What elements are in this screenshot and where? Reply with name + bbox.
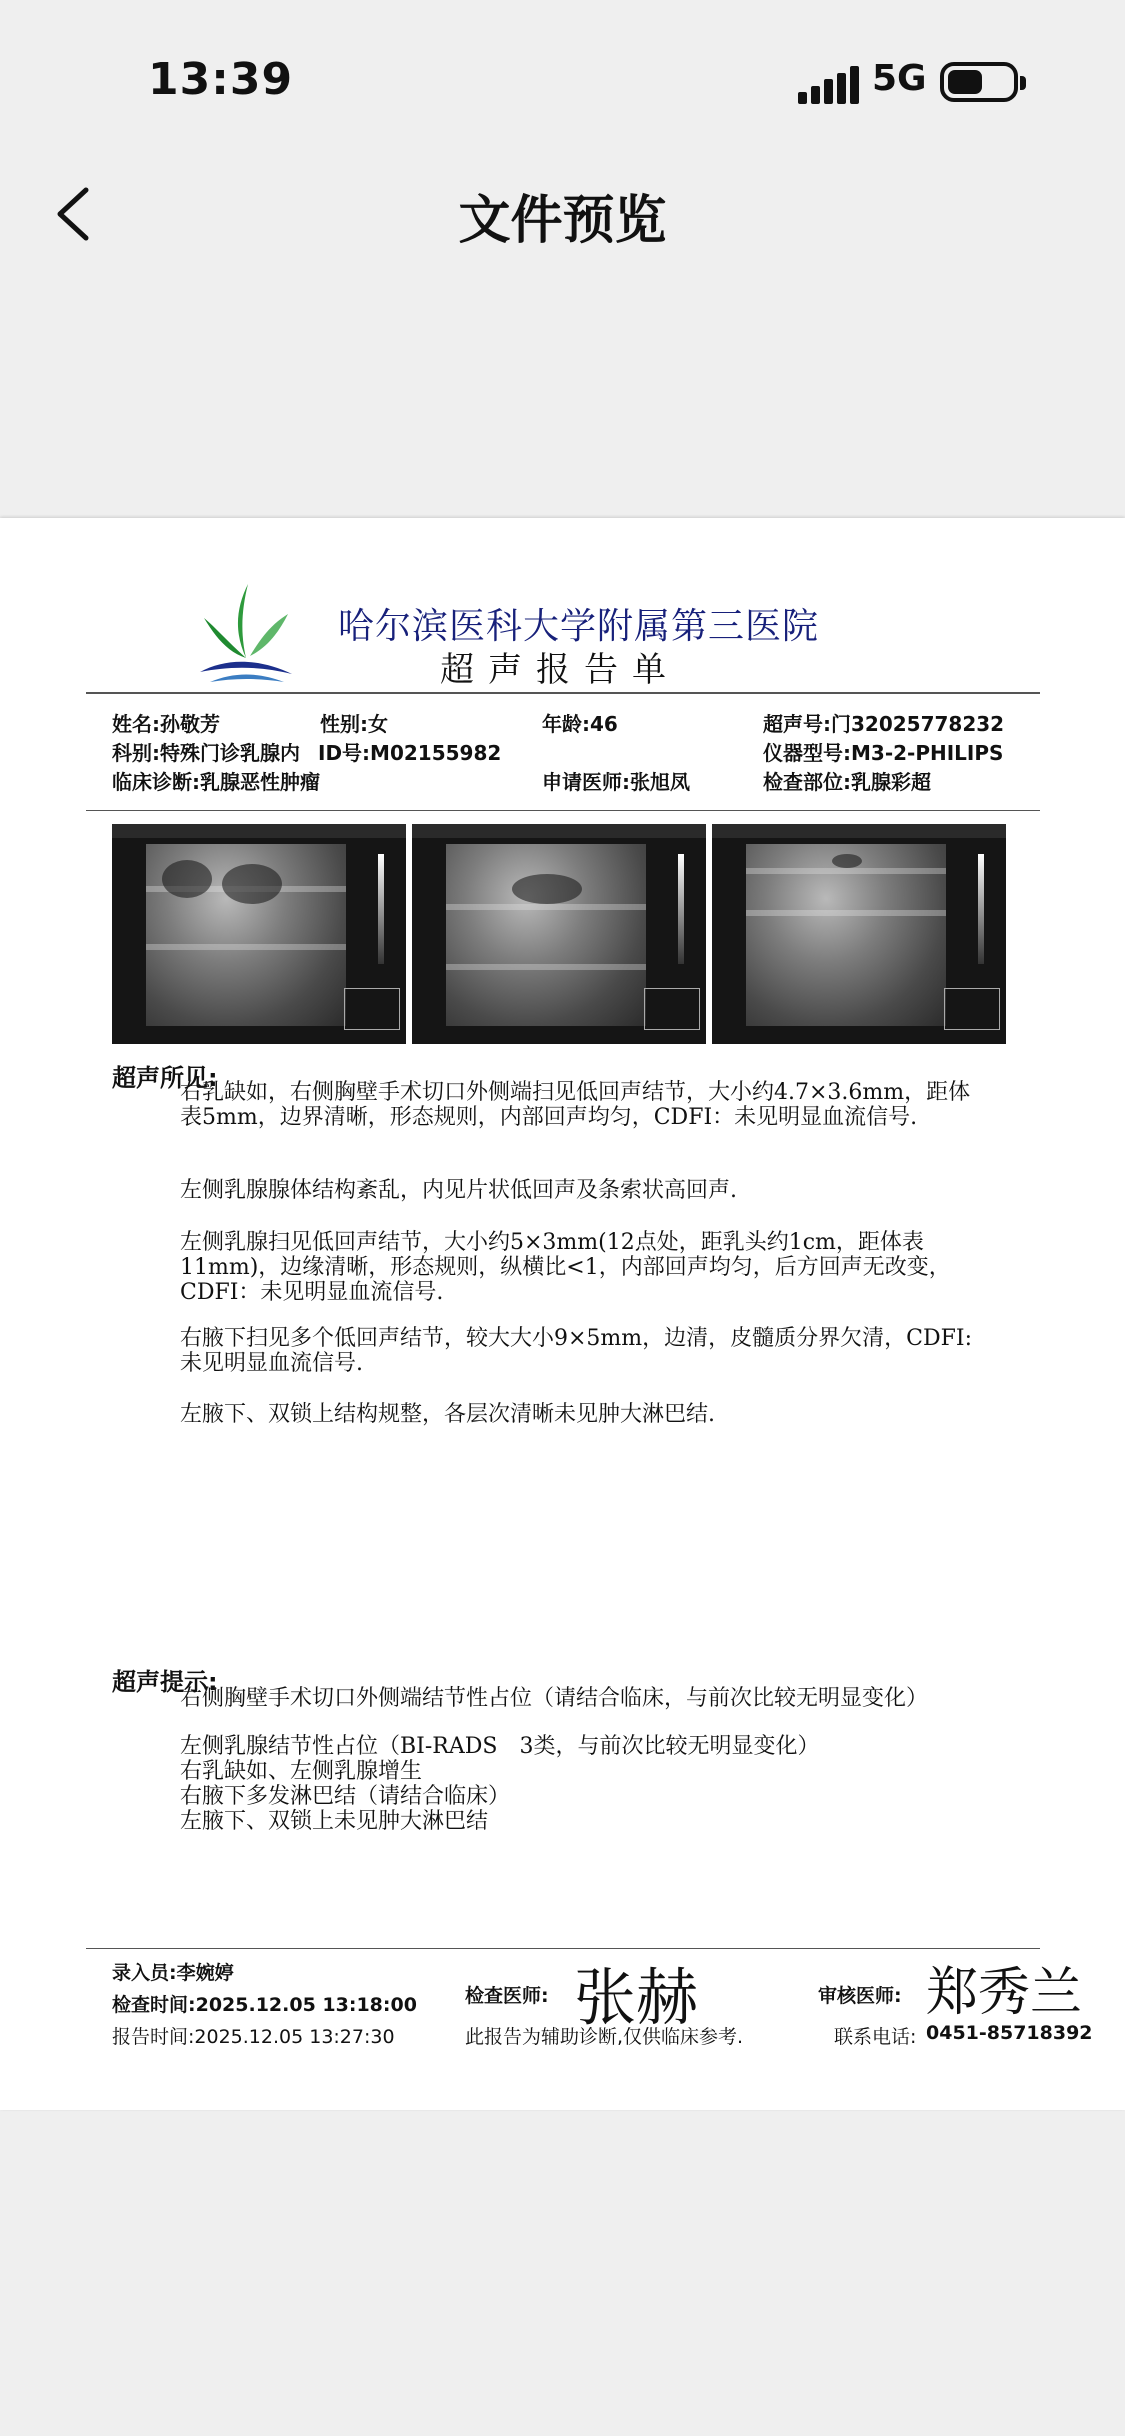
- requesting-doctor: 申请医师:张旭凤: [542, 770, 690, 794]
- finding-paragraph: 左侧乳腺扫见低回声结节，大小约5×3mm(12点处，距乳头约1cm，距体表11mm)，边缘清晰，形态规则，纵横比<1，内部回声均匀，后方回声无改变，CDFI：未见明显血流信号.: [180, 1230, 951, 1305]
- impression-item: 右乳缺如、左侧乳腺增生: [180, 1759, 423, 1784]
- impression-title: 超声提示:: [112, 1668, 218, 1696]
- report-title: 超声报告单: [440, 650, 680, 690]
- exam-time: 检查时间:2025.12.05 13:18:00: [112, 1994, 417, 2016]
- findings-title: 超声所见:: [112, 1064, 218, 1092]
- device-model: 仪器型号:M3-2-PHILIPS: [763, 741, 1004, 765]
- disclaimer-note: 此报告为辅助诊断,仅供临床参考.: [465, 2026, 744, 2048]
- status-time: 13:39: [148, 54, 294, 105]
- impression-item: 右腋下多发淋巴结（请结合临床）: [180, 1784, 511, 1809]
- ultrasound-image: [412, 824, 706, 1044]
- phone-label: 联系电话:: [834, 2026, 917, 2048]
- ultrasound-image: [712, 824, 1006, 1044]
- finding-paragraph: 右腋下扫见多个低回声结节，较大大小9×5mm，边清，皮髓质分界欠清，CDFI:未见明显血流信号.: [180, 1326, 972, 1376]
- divider: [86, 1948, 1040, 1949]
- reviewer-label: 审核医师:: [818, 1985, 902, 2007]
- patient-name: 姓名:孙敬芳: [112, 712, 220, 736]
- finding-paragraph: 右乳缺如，右侧胸壁手术切口外侧端扫见低回声结节，大小约4.7×3.6mm，距体表5mm，边界清晰，形态规则，内部回声均匀，CDFI：未见明显血流信号.: [180, 1080, 971, 1130]
- patient-id: ID号:M02155982: [318, 741, 502, 765]
- patient-age: 年龄:46: [542, 712, 618, 736]
- divider: [86, 692, 1040, 694]
- exam-doctor-label: 检查医师:: [465, 1985, 549, 2007]
- hospital-name: 哈尔滨医科大学附属第三医院: [338, 606, 820, 647]
- patient-gender: 性别:女: [320, 712, 388, 736]
- document-preview[interactable]: [0, 518, 1125, 2110]
- finding-paragraph: 左腋下、双锁上结构规整，各层次清晰未见肿大淋巴结.: [180, 1402, 715, 1427]
- status-bar: [0, 0, 1125, 160]
- phone-number: 0451-85718392: [926, 2022, 1093, 2044]
- report-time: 报告时间:2025.12.05 13:27:30: [112, 2026, 395, 2048]
- hospital-logo-icon: [196, 580, 296, 686]
- divider: [86, 810, 1040, 811]
- recorder: 录入员:李婉婷: [112, 1962, 234, 1984]
- impression-item: 左侧乳腺结节性占位（BI-RADS 3类，与前次比较无明显变化）: [180, 1734, 820, 1759]
- reviewer-signature: 郑秀兰: [926, 1963, 1083, 2023]
- exam-site: 检查部位:乳腺彩超: [763, 770, 931, 794]
- finding-paragraph: 左侧乳腺腺体结构紊乱，内见片状低回声及条索状高回声.: [180, 1178, 737, 1203]
- nav-bar: [0, 160, 1125, 270]
- department: 科别:特殊门诊乳腺内: [112, 741, 300, 765]
- exam-number: 超声号:门32025778232: [763, 712, 1005, 736]
- network-label: 5G: [872, 58, 927, 99]
- ultrasound-image: [112, 824, 406, 1044]
- impression-item: 右侧胸壁手术切口外侧端结节性占位（请结合临床，与前次比较无明显变化）: [180, 1686, 929, 1711]
- battery-icon: [940, 62, 1018, 102]
- exam-doctor-signature: 张赫: [574, 1961, 699, 2034]
- impression-item: 左腋下、双锁上未见肿大淋巴结: [180, 1809, 489, 1834]
- clinical-diagnosis: 临床诊断:乳腺恶性肿瘤: [112, 770, 320, 794]
- page-title: 文件预览: [458, 191, 667, 251]
- signal-icon: [798, 66, 860, 104]
